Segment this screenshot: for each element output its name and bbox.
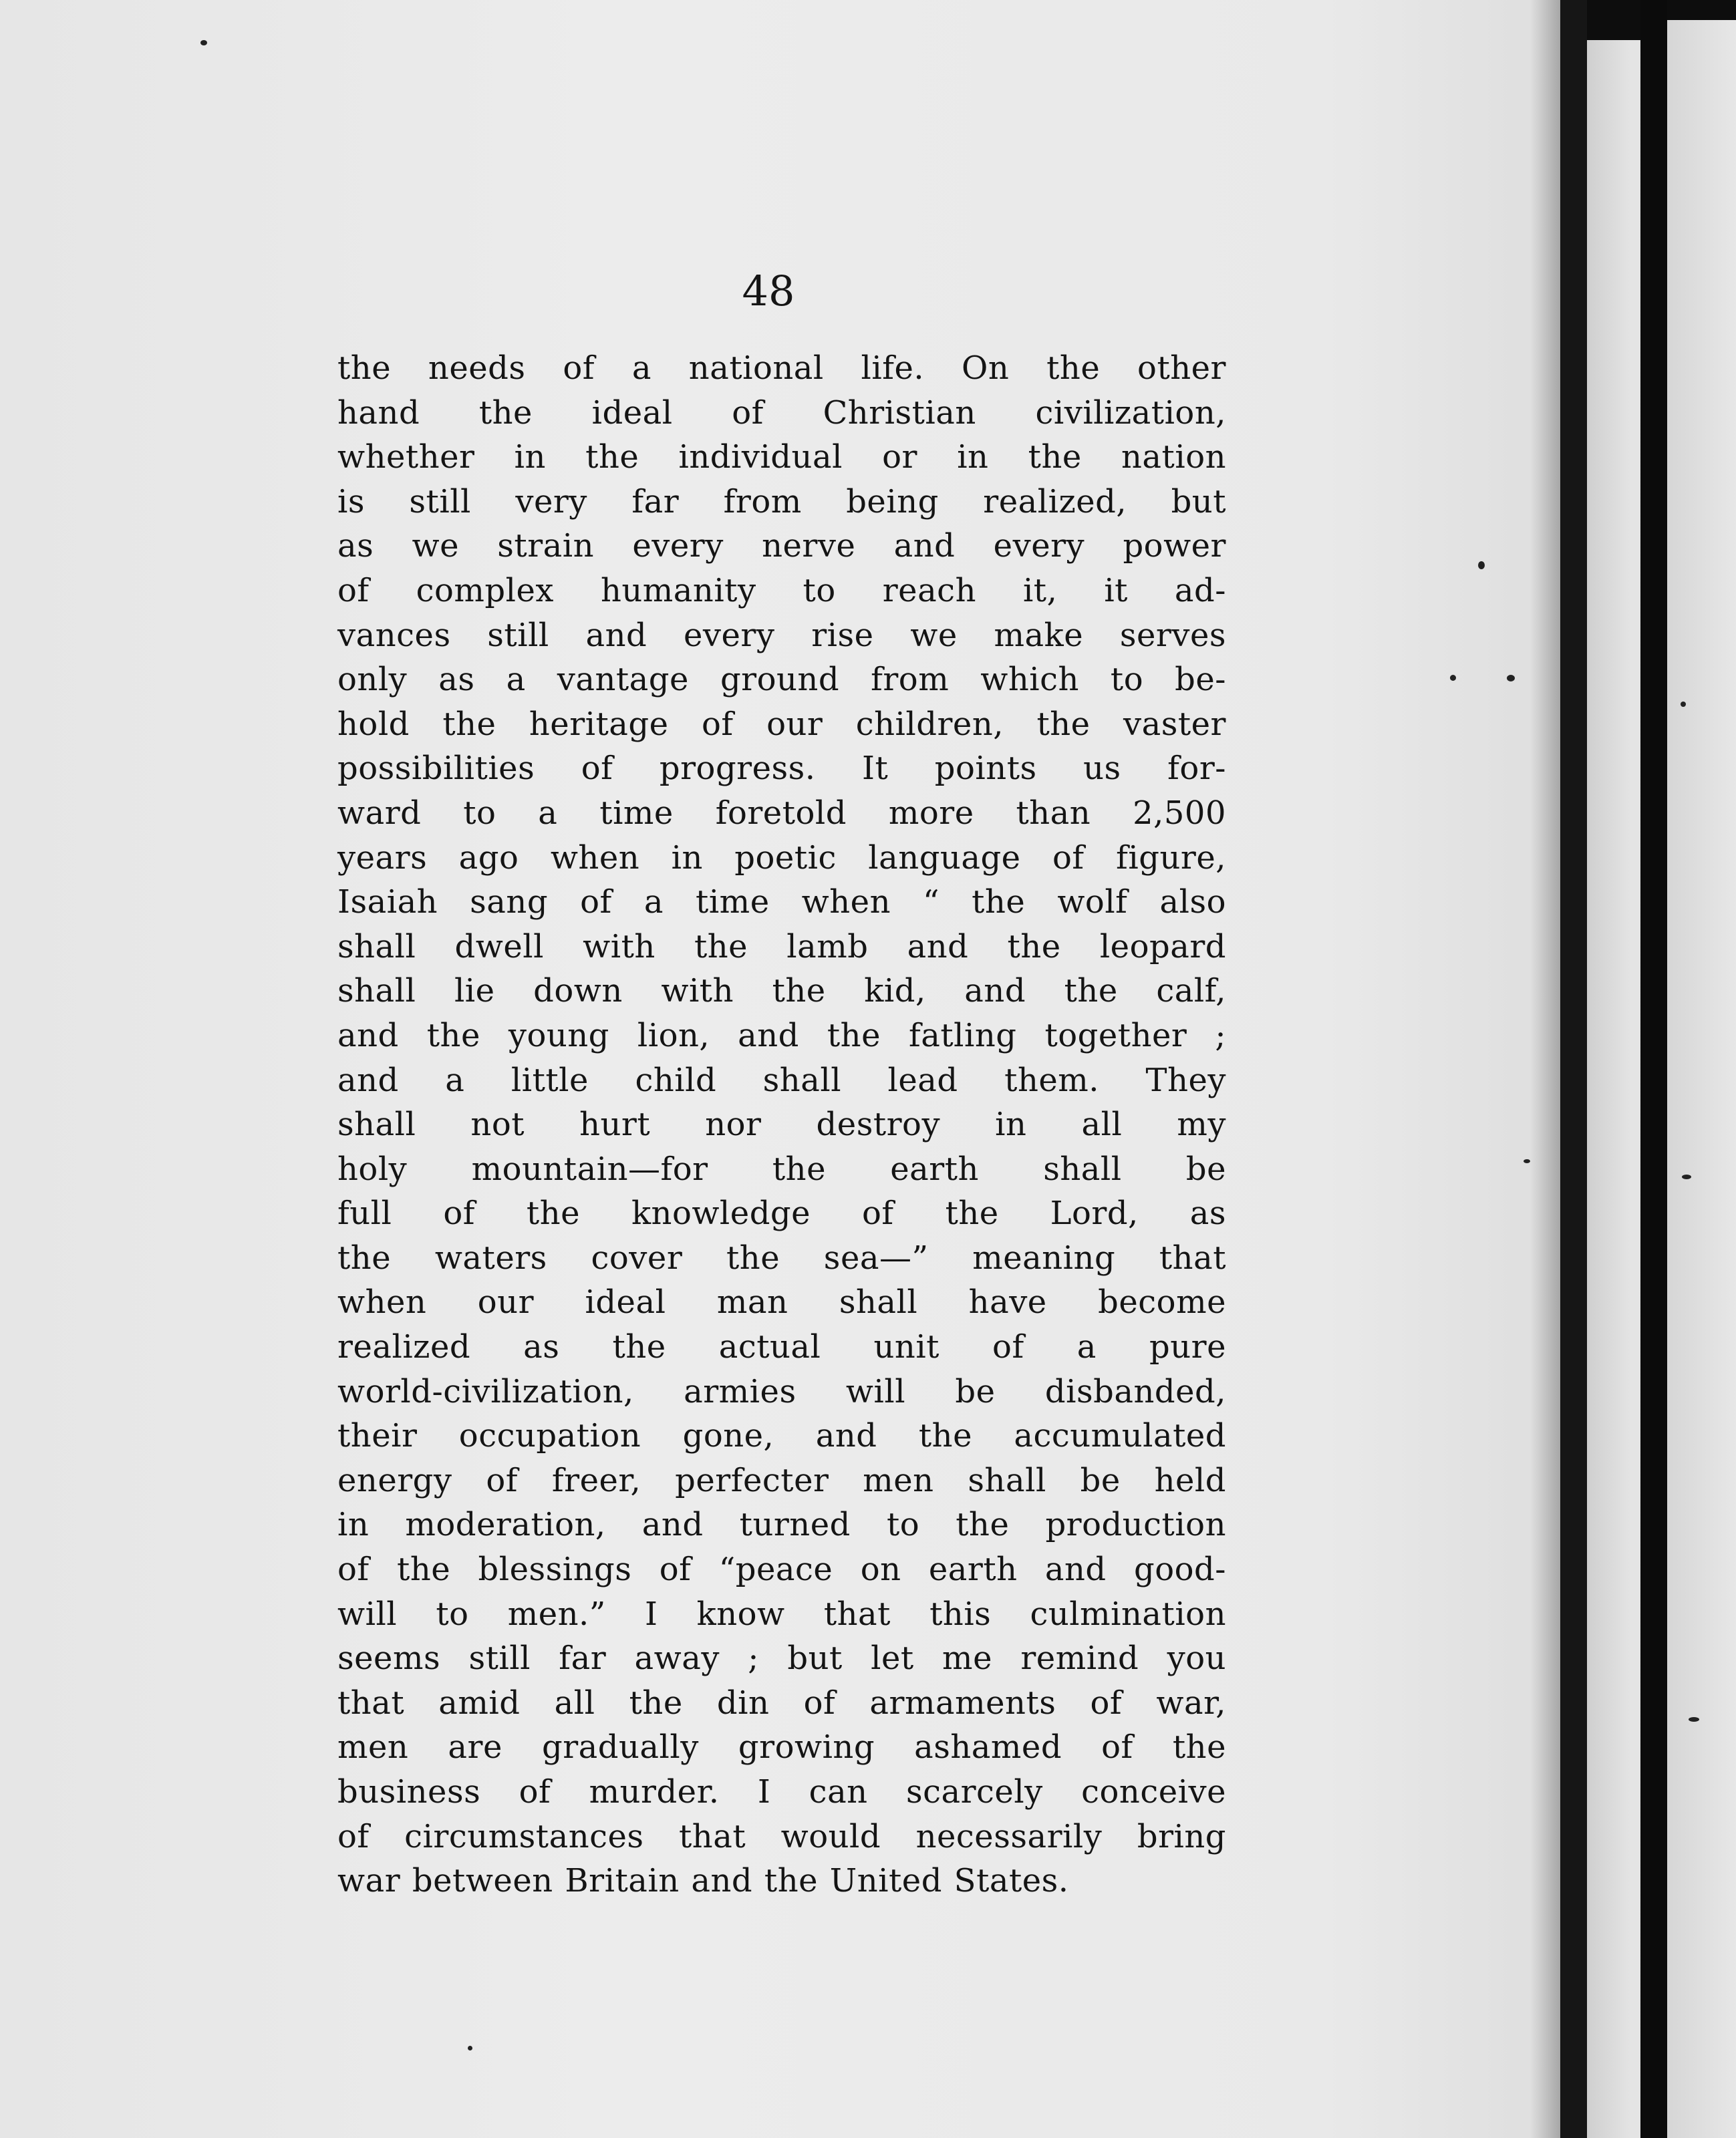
page-number: 48 xyxy=(742,267,795,315)
ink-speck xyxy=(1450,675,1456,681)
text-line: and the young lion, and the fatling together ; xyxy=(337,1016,1226,1054)
text-line: Isaiah sang of a time when “ the wolf also xyxy=(337,883,1226,921)
text-line: war between Britain and the United States. xyxy=(337,1862,1069,1900)
text-line: ward to a time foretold more than 2,500 xyxy=(337,794,1226,832)
ink-speck xyxy=(1682,1175,1691,1179)
ink-speck xyxy=(1689,1717,1699,1722)
text-line: seems still far away ; but let me remind you xyxy=(337,1640,1226,1678)
text-line: realized as the actual unit of a pure xyxy=(337,1328,1226,1366)
text-line: business of murder. I can scarcely conceive xyxy=(337,1773,1226,1811)
text-line: when our ideal man shall have become xyxy=(337,1283,1226,1322)
text-line: the needs of a national life. On the other xyxy=(337,349,1226,387)
text-line: hand the ideal of Christian civilization, xyxy=(337,394,1226,432)
gutter-shadow xyxy=(1530,0,1560,2138)
text-line: their occupation gone, and the accumulated xyxy=(337,1417,1226,1455)
adjacent-page-shadow xyxy=(1640,0,1667,2138)
text-line: possibilities of progress. It points us for- xyxy=(337,750,1226,788)
text-line: men are gradually growing ashamed of the xyxy=(337,1728,1226,1767)
text-line: in moderation, and turned to the production xyxy=(337,1506,1226,1544)
ink-speck xyxy=(1681,702,1686,707)
text-line: whether in the individual or in the nation xyxy=(337,438,1226,476)
text-line: shall lie down with the kid, and the calf, xyxy=(337,972,1226,1010)
text-line: only as a vantage ground from which to be- xyxy=(337,661,1226,699)
text-line: and a little child shall lead them. They xyxy=(337,1061,1226,1099)
text-line: full of the knowledge of the Lord, as xyxy=(337,1195,1226,1233)
text-line: holy mountain—for the earth shall be xyxy=(337,1150,1226,1188)
text-line: shall dwell with the lamb and the leopard xyxy=(337,927,1226,965)
text-line: of the blessings of “peace on earth and good- xyxy=(337,1551,1226,1589)
text-line: the waters cover the sea—” meaning that xyxy=(337,1239,1226,1277)
text-line: that amid all the din of armaments of war, xyxy=(337,1684,1226,1722)
text-line: hold the heritage of our children, the vaster xyxy=(337,705,1226,743)
text-line: years ago when in poetic language of figure, xyxy=(337,838,1226,877)
text-line: energy of freer, perfecter men shall be held xyxy=(337,1461,1226,1499)
text-line: as we strain every nerve and every power xyxy=(337,527,1226,565)
ink-speck xyxy=(1524,1159,1530,1163)
adjacent-page-sliver xyxy=(1667,20,1736,2138)
ink-speck xyxy=(1507,675,1515,681)
text-line: shall not hurt nor destroy in all my xyxy=(337,1106,1226,1144)
ink-speck xyxy=(200,40,207,45)
book-spine-shadow xyxy=(1560,0,1587,2138)
text-line: world-civilization, armies will be disbanded, xyxy=(337,1372,1226,1410)
text-line: of circumstances that would necessarily bring xyxy=(337,1817,1226,1855)
text-line: vances still and every rise we make serves xyxy=(337,616,1226,654)
body-text xyxy=(337,346,1226,1903)
text-line: is still very far from being realized, but xyxy=(337,482,1226,520)
ink-speck xyxy=(1478,561,1485,569)
text-line: of complex humanity to reach it, it ad- xyxy=(337,571,1226,609)
ink-speck xyxy=(468,2046,472,2050)
text-line: will to men.” I know that this culmination xyxy=(337,1595,1226,1633)
